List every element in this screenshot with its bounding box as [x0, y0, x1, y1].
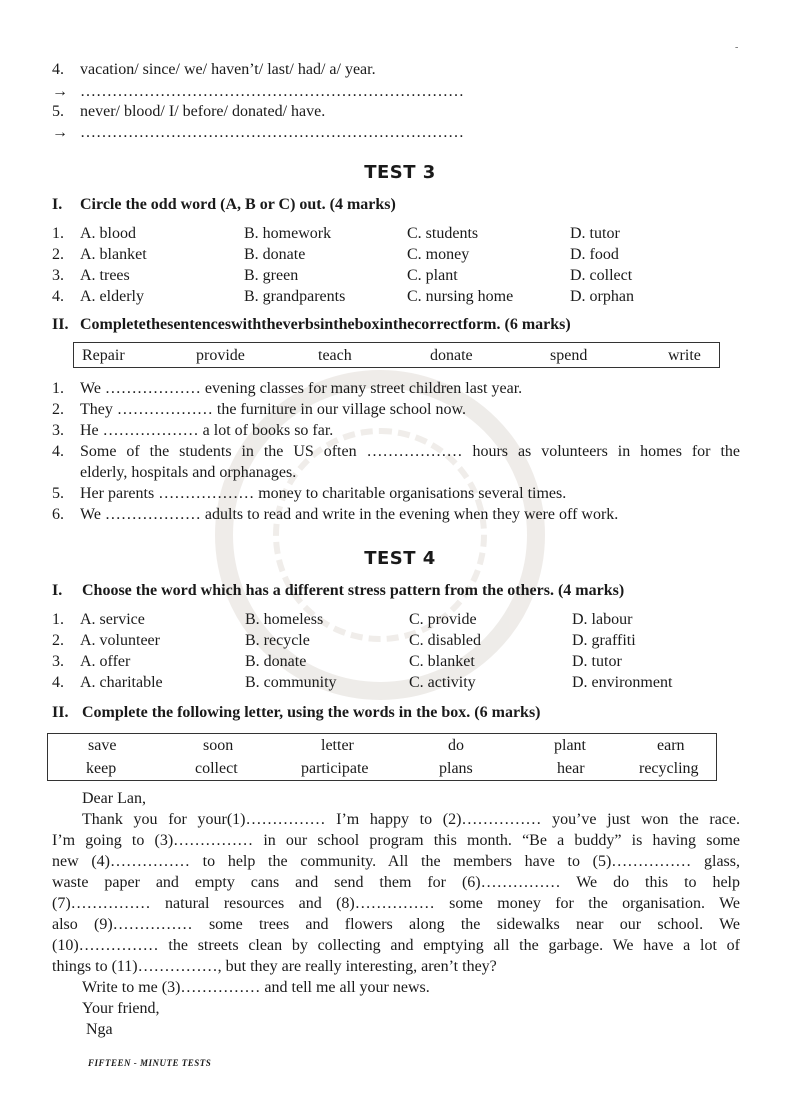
- letter-line: waste paper and empty cans and send them for (6)…………… We do this to help: [52, 874, 740, 891]
- question-number: 4.: [52, 288, 64, 305]
- sentence-number: 6.: [52, 506, 64, 523]
- box-word: letter: [321, 737, 354, 754]
- option-a[interactable]: A. blood: [80, 225, 136, 242]
- option-c[interactable]: C. plant: [407, 267, 458, 284]
- option-a[interactable]: A. blanket: [80, 246, 147, 263]
- sentence-number: 5.: [52, 485, 64, 502]
- option-d[interactable]: D. food: [570, 246, 619, 263]
- option-a[interactable]: A. charitable: [80, 674, 163, 691]
- question-number: 3.: [52, 653, 64, 670]
- option-d[interactable]: D. collect: [570, 267, 633, 284]
- option-c[interactable]: C. money: [407, 246, 470, 263]
- option-c[interactable]: C. blanket: [409, 653, 475, 670]
- option-d[interactable]: D. orphan: [570, 288, 634, 305]
- test4-title: TEST 4: [364, 548, 436, 569]
- option-a[interactable]: A. trees: [80, 267, 130, 284]
- option-c[interactable]: C. students: [407, 225, 479, 242]
- question-number: 2.: [52, 632, 64, 649]
- option-a[interactable]: A. offer: [80, 653, 131, 670]
- test4-sec1-number: I.: [52, 582, 63, 599]
- option-d[interactable]: D. tutor: [570, 225, 620, 242]
- option-a[interactable]: A. elderly: [80, 288, 144, 305]
- sentence-continuation: elderly, hospitals and orphanages.: [80, 464, 297, 481]
- question-number: 2.: [52, 246, 64, 263]
- sentence-number: 2.: [52, 401, 64, 418]
- box-word: keep: [86, 760, 117, 777]
- question-number: 1.: [52, 611, 64, 628]
- box-word: hear: [557, 760, 585, 777]
- question-number: 4.: [52, 674, 64, 691]
- option-b[interactable]: B. donate: [245, 653, 307, 670]
- box-word: provide: [196, 347, 245, 364]
- option-c[interactable]: C. disabled: [409, 632, 481, 649]
- test4-sec2-number: II.: [52, 704, 69, 721]
- letter-greeting: Dear Lan,: [82, 790, 146, 807]
- sentence-number: 3.: [52, 422, 64, 439]
- sentence-text: We ……………… adults to read and write in the evening when they were off work.: [80, 506, 619, 523]
- letter-line: Thank you for your(1)…………… I’m happy to (2)…………… you’ve just won the race.: [82, 811, 740, 828]
- question-number: 3.: [52, 267, 64, 284]
- letter-line: also (9)…………… some trees and flowers along the sidewalks near our school. We: [52, 916, 740, 933]
- box-word: do: [448, 737, 464, 754]
- box-word: earn: [657, 737, 685, 754]
- test3-sec2-number: II.: [52, 316, 69, 333]
- test3-title: TEST 3: [364, 162, 436, 183]
- box-word: participate: [301, 760, 369, 777]
- sentence-text: He ……………… a lot of books so far.: [80, 422, 334, 439]
- option-a[interactable]: A. service: [80, 611, 145, 628]
- test4-sec2-heading: Complete the following letter, using the words in the box. (6 marks): [82, 704, 541, 721]
- option-b[interactable]: B. community: [245, 674, 337, 691]
- answer-line: ………………………………………………………………: [80, 83, 464, 100]
- option-c[interactable]: C. nursing home: [407, 288, 514, 305]
- test3-word-box: [73, 342, 720, 368]
- option-c[interactable]: C. activity: [409, 674, 476, 691]
- box-word: plant: [554, 737, 586, 754]
- box-word: recycling: [639, 760, 699, 777]
- option-a[interactable]: A. volunteer: [80, 632, 160, 649]
- box-word: plans: [439, 760, 473, 777]
- letter-write-line: Write to me (3)…………… and tell me all your news.: [82, 979, 430, 996]
- prev-item-4-text: vacation/ since/ we/ haven’t/ last/ had/ a/ year.: [80, 61, 376, 78]
- option-b[interactable]: B. recycle: [245, 632, 310, 649]
- letter-line: (7)…………… natural resources and (8)…………… some money for the organisation. We: [52, 895, 740, 912]
- option-b[interactable]: B. grandparents: [244, 288, 346, 305]
- sentence-number: 1.: [52, 380, 64, 397]
- box-word: write: [668, 347, 701, 364]
- option-d[interactable]: D. environment: [572, 674, 673, 691]
- watermark-seal-icon: [215, 370, 545, 700]
- test4-sec1-heading: Choose the word which has a different stress pattern from the others. (4 marks): [82, 582, 625, 599]
- option-d[interactable]: D. labour: [572, 611, 633, 628]
- box-word: spend: [550, 347, 588, 364]
- letter-line: I’m going to (3)…………… in our school program this month. “Be a buddy” is having some: [52, 832, 740, 849]
- box-word: soon: [203, 737, 234, 754]
- box-word: collect: [195, 760, 238, 777]
- answer-arrow-icon: →: [52, 124, 68, 141]
- sentence-text: We ……………… evening classes for many street children last year.: [80, 380, 523, 397]
- letter-closing: Your friend,: [82, 1000, 160, 1017]
- sentence-text: Some of the students in the US often ……………… hours as volunteers in homes for the: [80, 443, 740, 460]
- option-b[interactable]: B. donate: [244, 246, 306, 263]
- prev-item-4-number: 4.: [52, 61, 64, 78]
- question-number: 1.: [52, 225, 64, 242]
- letter-signature: Nga: [86, 1021, 113, 1038]
- letter-line: things to (11)……………, but they are really interesting, aren’t they?: [52, 958, 497, 975]
- sentence-text: Her parents ……………… money to charitable organisations several times.: [80, 485, 567, 502]
- test3-sec1-heading: Circle the odd word (A, B or C) out. (4 marks): [80, 196, 396, 213]
- box-word: teach: [318, 347, 352, 364]
- option-c[interactable]: C. provide: [409, 611, 477, 628]
- test3-sec2-heading: Completethesentenceswiththeverbsintheboxinthecorrectform. (6 marks): [80, 316, 571, 333]
- option-b[interactable]: B. homework: [244, 225, 332, 242]
- letter-line: new (4)…………… to help the community. All the members have to (5)…………… glass,: [52, 853, 740, 870]
- prev-item-5-number: 5.: [52, 103, 64, 120]
- page-footer: FIFTEEN - MINUTE TESTS: [88, 1058, 212, 1068]
- letter-line: (10)…………… the streets clean by collecting and emptying all the garbage. We have a lot of: [52, 937, 740, 954]
- box-word: Repair: [82, 347, 125, 364]
- test4-word-box: [47, 733, 717, 781]
- box-word: save: [88, 737, 117, 754]
- option-d[interactable]: D. graffiti: [572, 632, 636, 649]
- answer-line: ………………………………………………………………: [80, 124, 464, 141]
- sentence-text: They ……………… the furniture in our village school now.: [80, 401, 466, 418]
- option-b[interactable]: B. green: [244, 267, 299, 284]
- page-corner-mark: -: [735, 42, 739, 53]
- box-word: donate: [430, 347, 473, 364]
- sentence-number: 4.: [52, 443, 64, 460]
- test3-sec1-number: I.: [52, 196, 63, 213]
- prev-item-5-text: never/ blood/ I/ before/ donated/ have.: [80, 103, 326, 120]
- option-b[interactable]: B. homeless: [245, 611, 324, 628]
- answer-arrow-icon: →: [52, 83, 68, 100]
- option-d[interactable]: D. tutor: [572, 653, 622, 670]
